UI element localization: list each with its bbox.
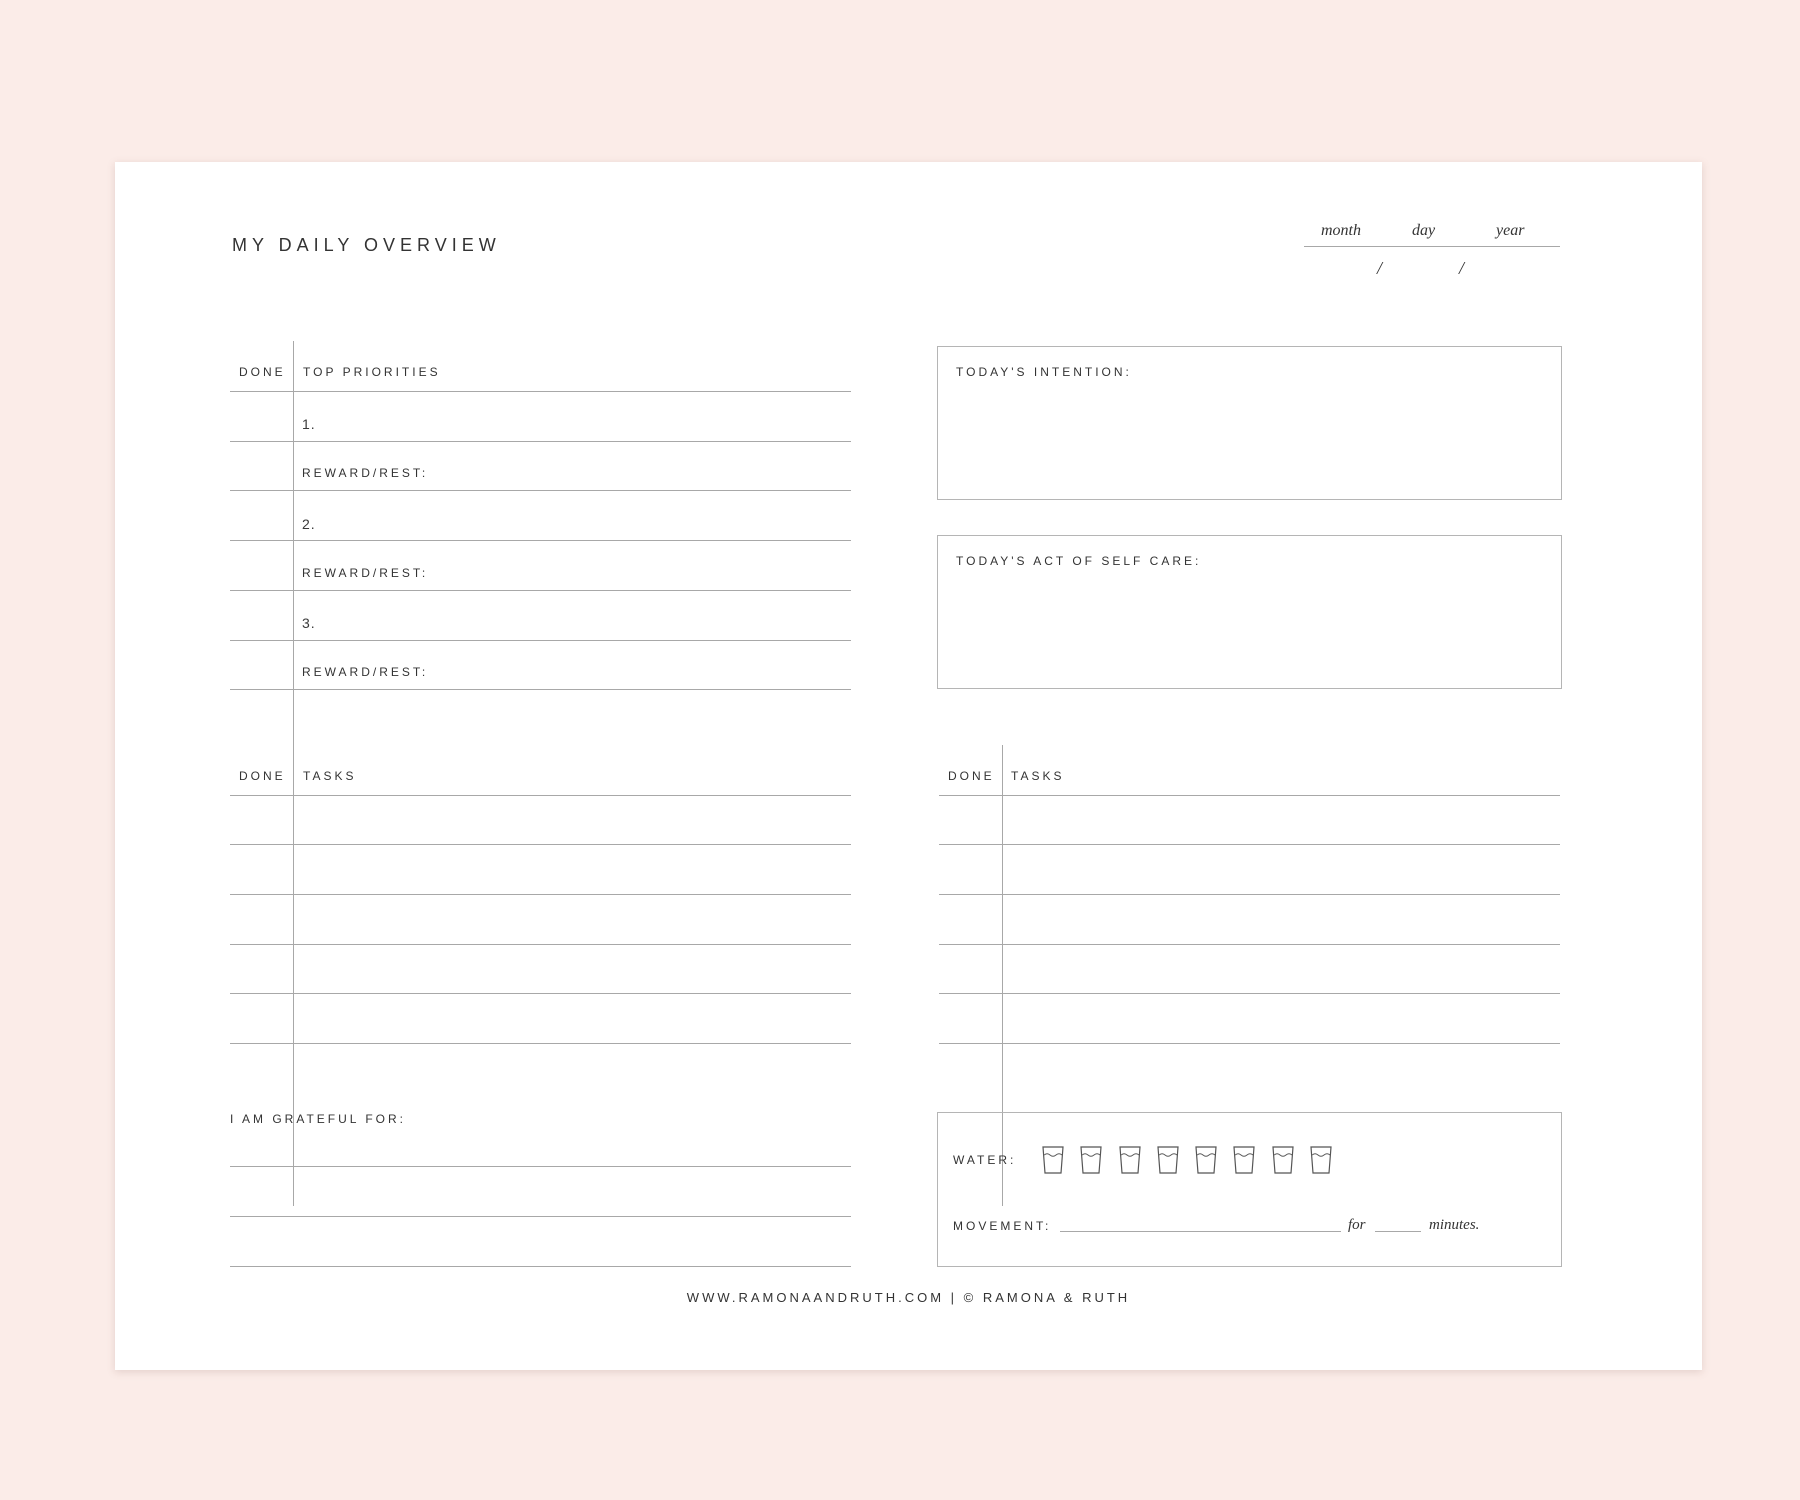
date-separator-2: / [1459,258,1465,278]
movement-activity-line[interactable] [1060,1231,1341,1232]
task-row[interactable] [230,993,851,994]
wellness-box [937,1112,1562,1267]
tasks-left-divider [293,745,294,1206]
date-separator-1: / [1377,258,1383,278]
row-line [230,689,851,690]
date-day-label: day [1412,222,1436,239]
water-label: WATER: [953,1153,1017,1167]
reward-row-2[interactable]: REWARD/REST: [302,566,429,580]
task-row[interactable] [230,844,851,845]
movement-label: MOVEMENT: [953,1219,1052,1233]
planner-sheet [115,162,1702,1370]
footer-credit: WWW.RAMONAANDRUTH.COM | © RAMONA & RUTH [686,1290,1131,1305]
water-cup-icon[interactable] [1080,1146,1102,1174]
task-row[interactable] [939,944,1560,945]
grateful-label: I AM GRATEFUL FOR: [230,1112,407,1126]
tasks-right-header: TASKS [1011,769,1065,783]
water-cup-icon[interactable] [1157,1146,1179,1174]
tasks-left-header: TASKS [303,769,357,783]
task-row[interactable] [939,844,1560,845]
tasks-right-header-line [939,795,1560,796]
self-care-label: TODAY'S ACT OF SELF CARE: [956,554,1202,568]
water-cup-icon[interactable] [1310,1146,1332,1174]
date-year-label: year [1496,222,1525,239]
task-row[interactable] [230,894,851,895]
intention-box[interactable] [937,346,1562,500]
task-row[interactable] [939,1043,1560,1044]
task-row[interactable] [230,1043,851,1044]
water-cup-icon[interactable] [1233,1146,1255,1174]
intention-label: TODAY'S INTENTION: [956,365,1132,379]
date-month-label: month [1321,222,1361,239]
grateful-line[interactable] [230,1166,851,1167]
task-row[interactable] [939,894,1560,895]
priority-row-2[interactable]: 2. [302,516,316,532]
water-cup-icon[interactable] [1042,1146,1064,1174]
grateful-line[interactable] [230,1266,851,1267]
row-line [230,540,851,541]
task-row[interactable] [939,993,1560,994]
water-cup-icon[interactable] [1272,1146,1294,1174]
row-line [230,640,851,641]
movement-for-text: for [1348,1217,1366,1233]
water-cup-icon[interactable] [1195,1146,1217,1174]
tasks-right-done-header: DONE [948,769,995,783]
reward-row-1[interactable]: REWARD/REST: [302,466,429,480]
date-underline [1304,246,1560,247]
row-line [230,441,851,442]
row-line [230,490,851,491]
water-cup-icon[interactable] [1119,1146,1141,1174]
row-line [230,590,851,591]
tasks-left-done-header: DONE [239,769,286,783]
reward-row-3[interactable]: REWARD/REST: [302,665,429,679]
priorities-done-header: DONE [239,365,286,379]
self-care-box[interactable] [937,535,1562,689]
priorities-header: TOP PRIORITIES [303,365,441,379]
grateful-line[interactable] [230,1216,851,1217]
task-row[interactable] [230,944,851,945]
priority-row-1[interactable]: 1. [302,416,316,432]
tasks-left-header-line [230,795,851,796]
movement-minutes-line[interactable] [1375,1231,1421,1232]
priority-row-3[interactable]: 3. [302,615,316,631]
movement-minutes-text: minutes. [1429,1217,1480,1233]
page-title: MY DAILY OVERVIEW [232,235,501,255]
priorities-header-line [230,391,851,392]
